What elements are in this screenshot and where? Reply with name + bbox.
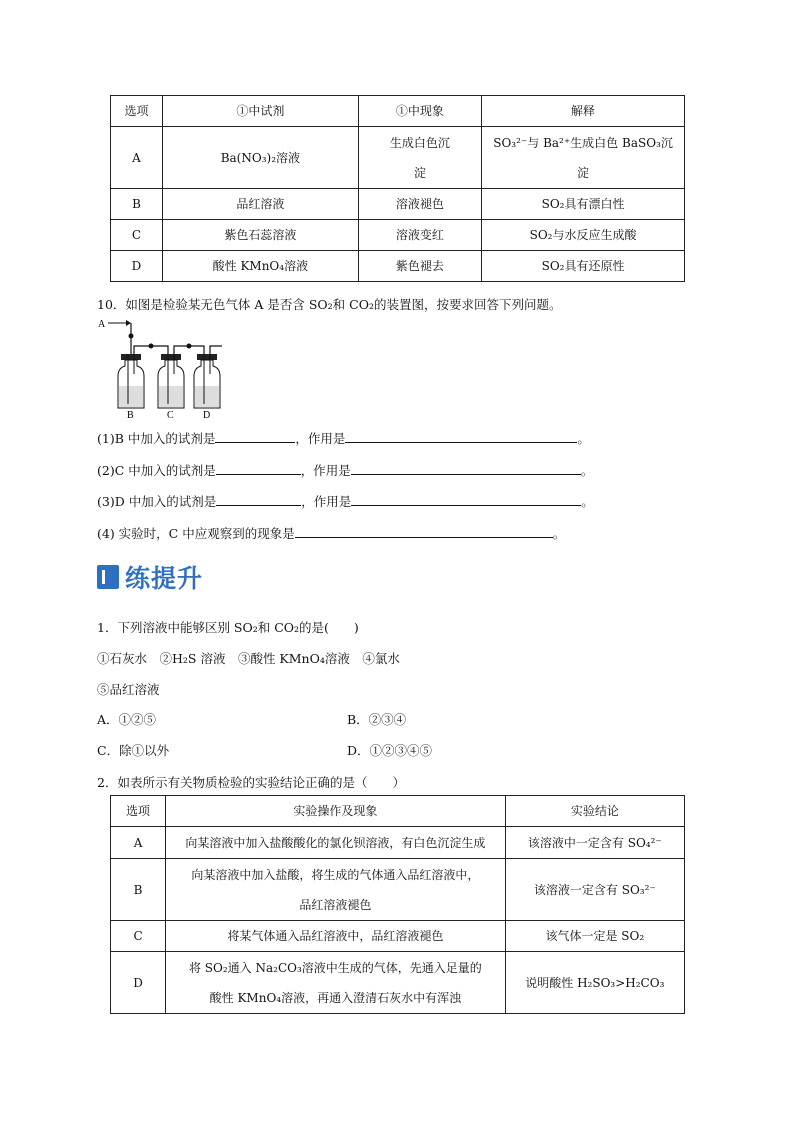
section-heading bbox=[97, 560, 203, 594]
part-end: 。 bbox=[552, 526, 566, 541]
table-cell bbox=[358, 127, 481, 189]
inlet-label: A bbox=[98, 319, 106, 330]
answer-blank-purpose[interactable] bbox=[351, 493, 581, 506]
table-cell: Ba(NO₃)₂溶液 bbox=[162, 127, 358, 189]
bottle-label-c: C bbox=[167, 410, 174, 420]
bottle-b bbox=[118, 354, 144, 408]
table-row bbox=[111, 921, 685, 952]
table-row bbox=[111, 827, 685, 859]
answer-blank-reagent[interactable] bbox=[216, 462, 301, 475]
table-cell: C bbox=[111, 220, 163, 251]
part-prefix: (4) 实验时，C 中应观察到的现象是 bbox=[97, 526, 295, 541]
q10-part-2 bbox=[97, 461, 593, 479]
part-end: 。 bbox=[580, 463, 594, 478]
table-cell: 向某溶液中加入盐酸酸化的氯化钡溶液，有白色沉淀生成 bbox=[166, 827, 506, 859]
part-mid: ，作用是 bbox=[300, 463, 351, 478]
table-cell: D bbox=[111, 952, 166, 1014]
answer-blank-reagent[interactable] bbox=[216, 493, 301, 506]
answer-blank-phenomenon[interactable] bbox=[295, 525, 553, 538]
mc1-option-a[interactable]: A．①②⑤ bbox=[97, 712, 157, 727]
table-cell: 该气体一定是 SO₂ bbox=[505, 921, 684, 952]
cell-text: SO₃²⁻与 Ba²⁺生成白色 BaSO₃沉淀 bbox=[493, 135, 673, 180]
table-row bbox=[111, 189, 685, 220]
table-header-cell: ①中现象 bbox=[358, 96, 481, 127]
mc1-option-d[interactable]: D．①②③④⑤ bbox=[347, 743, 433, 758]
cell-text-line-1: 将 SO₂通入 Na₂CO₃溶液中生成的气体，先通入足量的 bbox=[188, 960, 482, 975]
bottle-label-d: D bbox=[203, 410, 211, 420]
apparatus-diagram bbox=[96, 314, 226, 420]
table-cell: A bbox=[111, 827, 166, 859]
table-row bbox=[111, 220, 685, 251]
table-cell: D bbox=[111, 251, 163, 282]
table-header-row bbox=[111, 796, 685, 827]
mc1-stem: 1．下列溶液中能够区别 SO₂和 CO₂的是( ) bbox=[97, 620, 359, 635]
table-row bbox=[111, 127, 685, 189]
table-cell: C bbox=[111, 921, 166, 952]
mc1-items-line-2: ⑤品红溶液 bbox=[97, 682, 160, 697]
q10-part-3 bbox=[97, 492, 594, 510]
part-end: 。 bbox=[581, 494, 594, 509]
experiment-table bbox=[110, 795, 685, 1014]
table-header-cell: 选项 bbox=[111, 96, 163, 127]
q10-part-4 bbox=[97, 524, 565, 542]
part-prefix: (3)D 中加入的试剂是 bbox=[97, 494, 217, 509]
cell-text-line-2: 品红溶液褪色 bbox=[299, 897, 372, 912]
table-header-cell: 选项 bbox=[111, 796, 166, 827]
cell-text-line-1: 向某溶液中加入盐酸，将生成的气体通入品红溶液中， bbox=[191, 867, 480, 882]
table-header-row bbox=[111, 96, 685, 127]
table-row bbox=[111, 859, 685, 921]
answer-blank-reagent[interactable] bbox=[215, 430, 295, 443]
table-cell: 该溶液中一定含有 SO₄²⁻ bbox=[505, 827, 684, 859]
table-header-cell: 实验结论 bbox=[505, 796, 684, 827]
part-mid: ，作用是 bbox=[295, 431, 346, 446]
mc1-option-c[interactable]: C．除①以外 bbox=[97, 743, 170, 758]
table-cell bbox=[166, 859, 506, 921]
question-10-stem: 10．如图是检验某无色气体 A 是否含 SO₂和 CO₂的装置图，按要求回答下列问题。 bbox=[97, 297, 562, 312]
answer-blank-purpose[interactable] bbox=[345, 430, 577, 443]
table-header-cell: 实验操作及现象 bbox=[166, 796, 506, 827]
table-header-cell: 解释 bbox=[482, 96, 685, 127]
mc2-stem: 2．如表所示有关物质检验的实验结论正确的是（ ） bbox=[97, 775, 405, 790]
table-cell: SO₂与水反应生成酸 bbox=[482, 220, 685, 251]
table-cell: 品红溶液 bbox=[162, 189, 358, 220]
part-end: 。 bbox=[577, 431, 590, 446]
section-title: 练提升 bbox=[125, 564, 204, 593]
table-cell: B bbox=[111, 189, 163, 220]
bottle-label-b: B bbox=[127, 410, 134, 420]
answer-blank-purpose[interactable] bbox=[351, 462, 581, 475]
table-cell: 紫色褪去 bbox=[358, 251, 481, 282]
bottle-c bbox=[158, 354, 184, 408]
table-cell: SO₂具有还原性 bbox=[482, 251, 685, 282]
table-row bbox=[111, 952, 685, 1014]
table-cell: 溶液变红 bbox=[358, 220, 481, 251]
table-cell: B bbox=[111, 859, 166, 921]
table-cell: 酸性 KMnO₄溶液 bbox=[162, 251, 358, 282]
mc1-items-line-1: ①石灰水 ②H₂S 溶液 ③酸性 KMnO₄溶液 ④氯水 bbox=[97, 651, 400, 666]
table-cell: 该溶液一定含有 SO₃²⁻ bbox=[505, 859, 684, 921]
cell-text: 生成白色沉淀 bbox=[389, 135, 450, 180]
cell-text-line-2: 酸性 KMnO₄溶液，再通入澄清石灰水中有浑浊 bbox=[209, 990, 462, 1005]
reagent-table bbox=[110, 95, 685, 282]
table-cell: SO₂具有漂白性 bbox=[482, 189, 685, 220]
table-cell: A bbox=[111, 127, 163, 189]
table-cell bbox=[166, 952, 506, 1014]
table-cell: 将某气体通入品红溶液中，品红溶液褪色 bbox=[166, 921, 506, 952]
table-cell: 紫色石蕊溶液 bbox=[162, 220, 358, 251]
table-header-cell: ①中试剂 bbox=[162, 96, 358, 127]
part-prefix: (1)B 中加入的试剂是 bbox=[97, 431, 216, 446]
table-row bbox=[111, 251, 685, 282]
mc1-option-b[interactable]: B．②③④ bbox=[347, 712, 407, 727]
book-icon bbox=[97, 565, 119, 589]
part-prefix: (2)C 中加入的试剂是 bbox=[97, 463, 216, 478]
bottle-d bbox=[194, 354, 220, 408]
table-cell bbox=[482, 127, 685, 189]
q10-part-1 bbox=[97, 429, 590, 447]
part-mid: ，作用是 bbox=[301, 494, 352, 509]
table-cell: 说明酸性 H₂SO₃>H₂CO₃ bbox=[505, 952, 684, 1014]
table-cell: 溶液褪色 bbox=[358, 189, 481, 220]
